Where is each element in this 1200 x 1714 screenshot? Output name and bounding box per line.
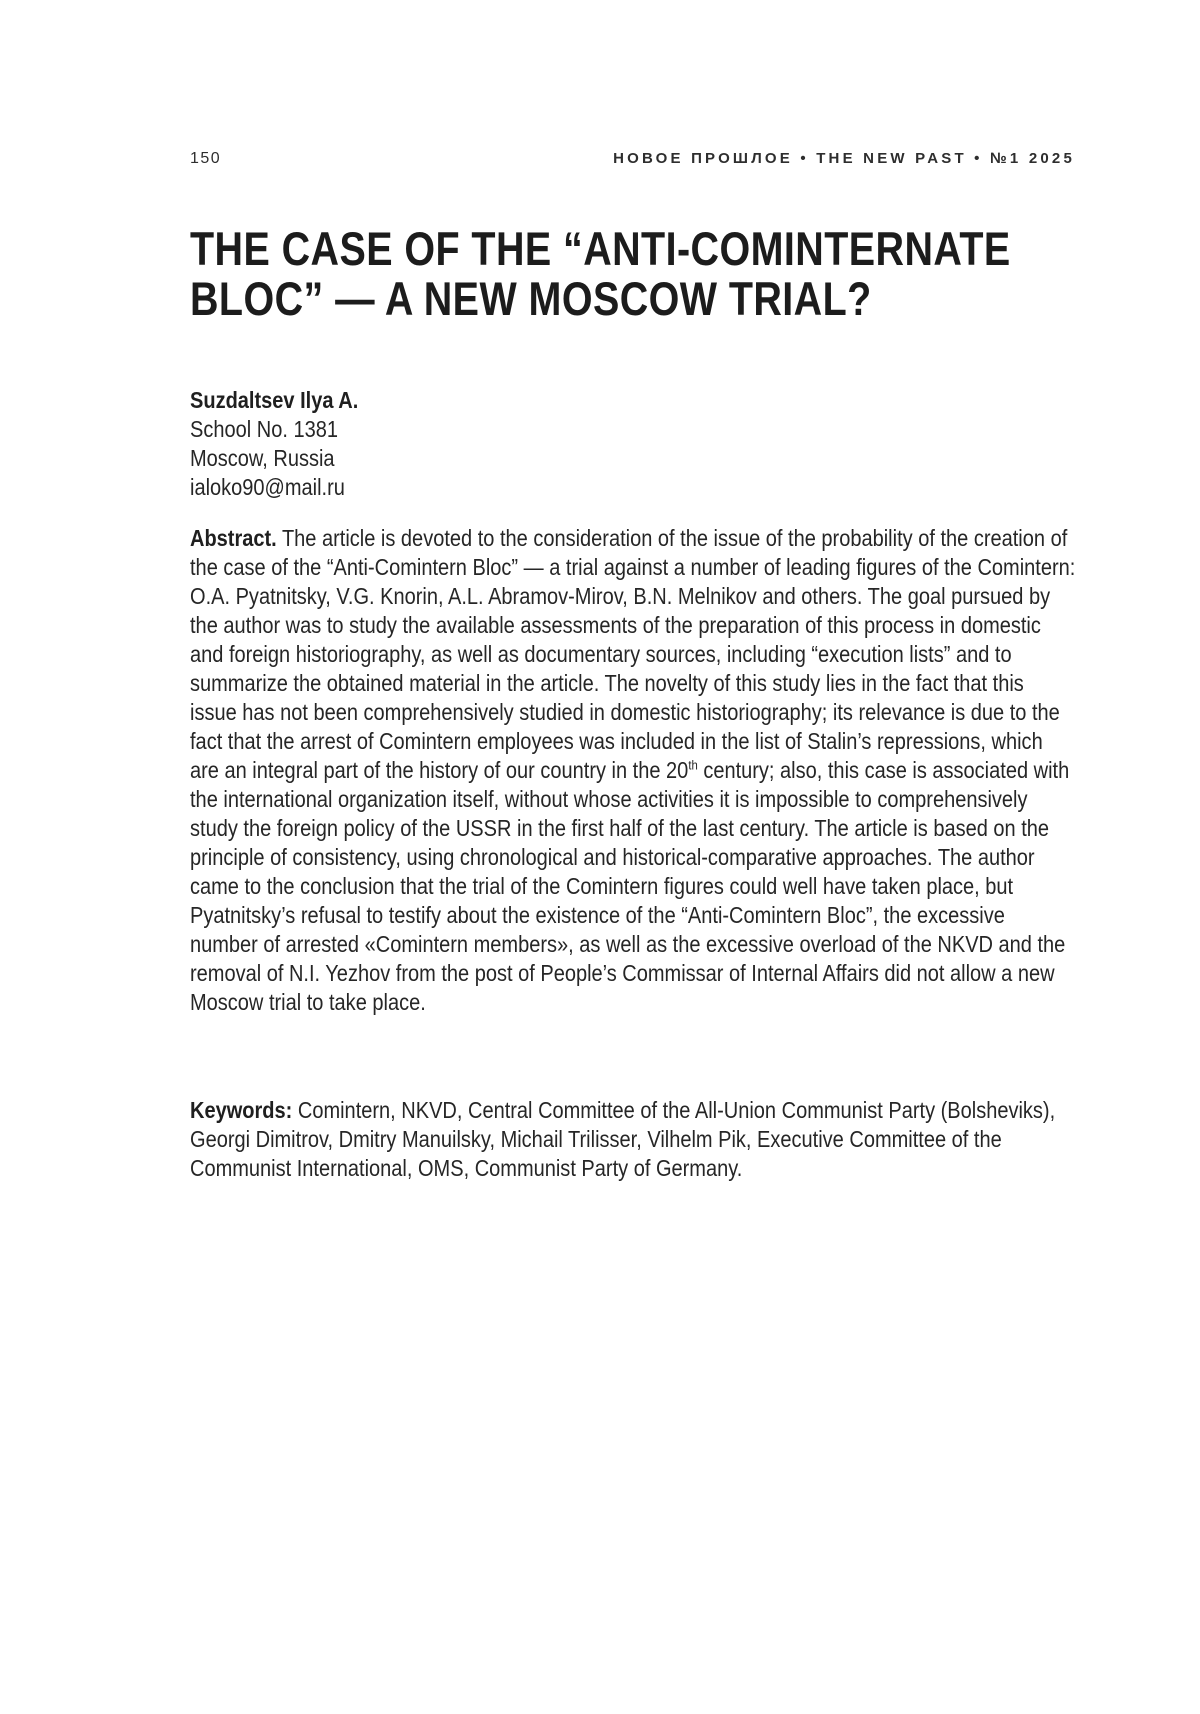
keywords-text: Comintern, NKVD, Central Committee of the All-Union Communist Party (Bolsheviks), Georgi Dimitrov, Dmitry Manuilsky, Michail Trilisser, Vilhelm Pik, Executive Committee of the Communist International, OMS, Communist Party of Germany.: [190, 1097, 1056, 1181]
author-email: ialoko90@mail.ru: [190, 474, 345, 500]
abstract-label: Abstract.: [190, 525, 277, 551]
keywords-paragraph: [190, 1096, 1076, 1183]
author-block: [190, 386, 1076, 502]
author-affiliation: School No. 1381: [190, 416, 338, 442]
abstract-paragraph: [190, 524, 1076, 1017]
author-name: Suzdaltsev Ilya A.: [190, 387, 359, 413]
article-title-line-2: BLOC” — A NEW MOSCOW TRIAL?: [190, 272, 872, 325]
keywords-label: Keywords:: [190, 1097, 293, 1123]
abstract-text-after-superscript: century; also, this case is associated with the international organization itself, without whose activities it is impossible to comprehensively study the foreign policy of the USSR in the first half of the last century. The article is based on the principle of consistency, using chronological and historical-comparative approaches. The author came to the conclusion that the trial of the Comintern figures could well have taken place, but Pyatnitsky’s refusal to testify about the existence of the “Anti-Comintern Bloc”, the excessive number of arrested «Comintern members», as well as the excessive overload of the NKVD and the removal of N.I. Yezhov from the post of People’s Commissar of Internal Affairs did not allow a new Moscow trial to take place.: [190, 757, 1070, 1015]
abstract-text-before-superscript: The article is devoted to the consideration of the issue of the probability of the creation of the case of the “Anti-Comintern Bloc” — a trial against a number of leading figures of the Comintern: O.A. Pyatnitsky, V.G. Knorin, A.L. Abramov-Mirov, B.N. Melnikov and others. The goal pursued by the author was to study the available assessments of the preparation of this process in domestic and foreign historiography, as well as documentary sources, including “execution lists” and to summarize the obtained material in the article. The novelty of this study lies in the fact that this issue has not been comprehensively studied in domestic historiography; its relevance is due to the fact that the arrest of Comintern employees was included in the list of Stalin’s repressions, which are an integral part of the history of our country in the 20: [190, 525, 1076, 783]
article-title: [190, 224, 1075, 324]
abstract-ordinal-superscript: th: [688, 757, 698, 773]
journal-header: НОВОЕ ПРОШЛОЕ • THE NEW PAST • №1 2025: [613, 150, 1075, 167]
page-number: 150: [190, 150, 222, 167]
article-title-line-1: THE CASE OF THE “ANTI-COMINTERNATE: [190, 222, 1011, 275]
running-head: [190, 150, 1075, 168]
author-location: Moscow, Russia: [190, 445, 335, 471]
